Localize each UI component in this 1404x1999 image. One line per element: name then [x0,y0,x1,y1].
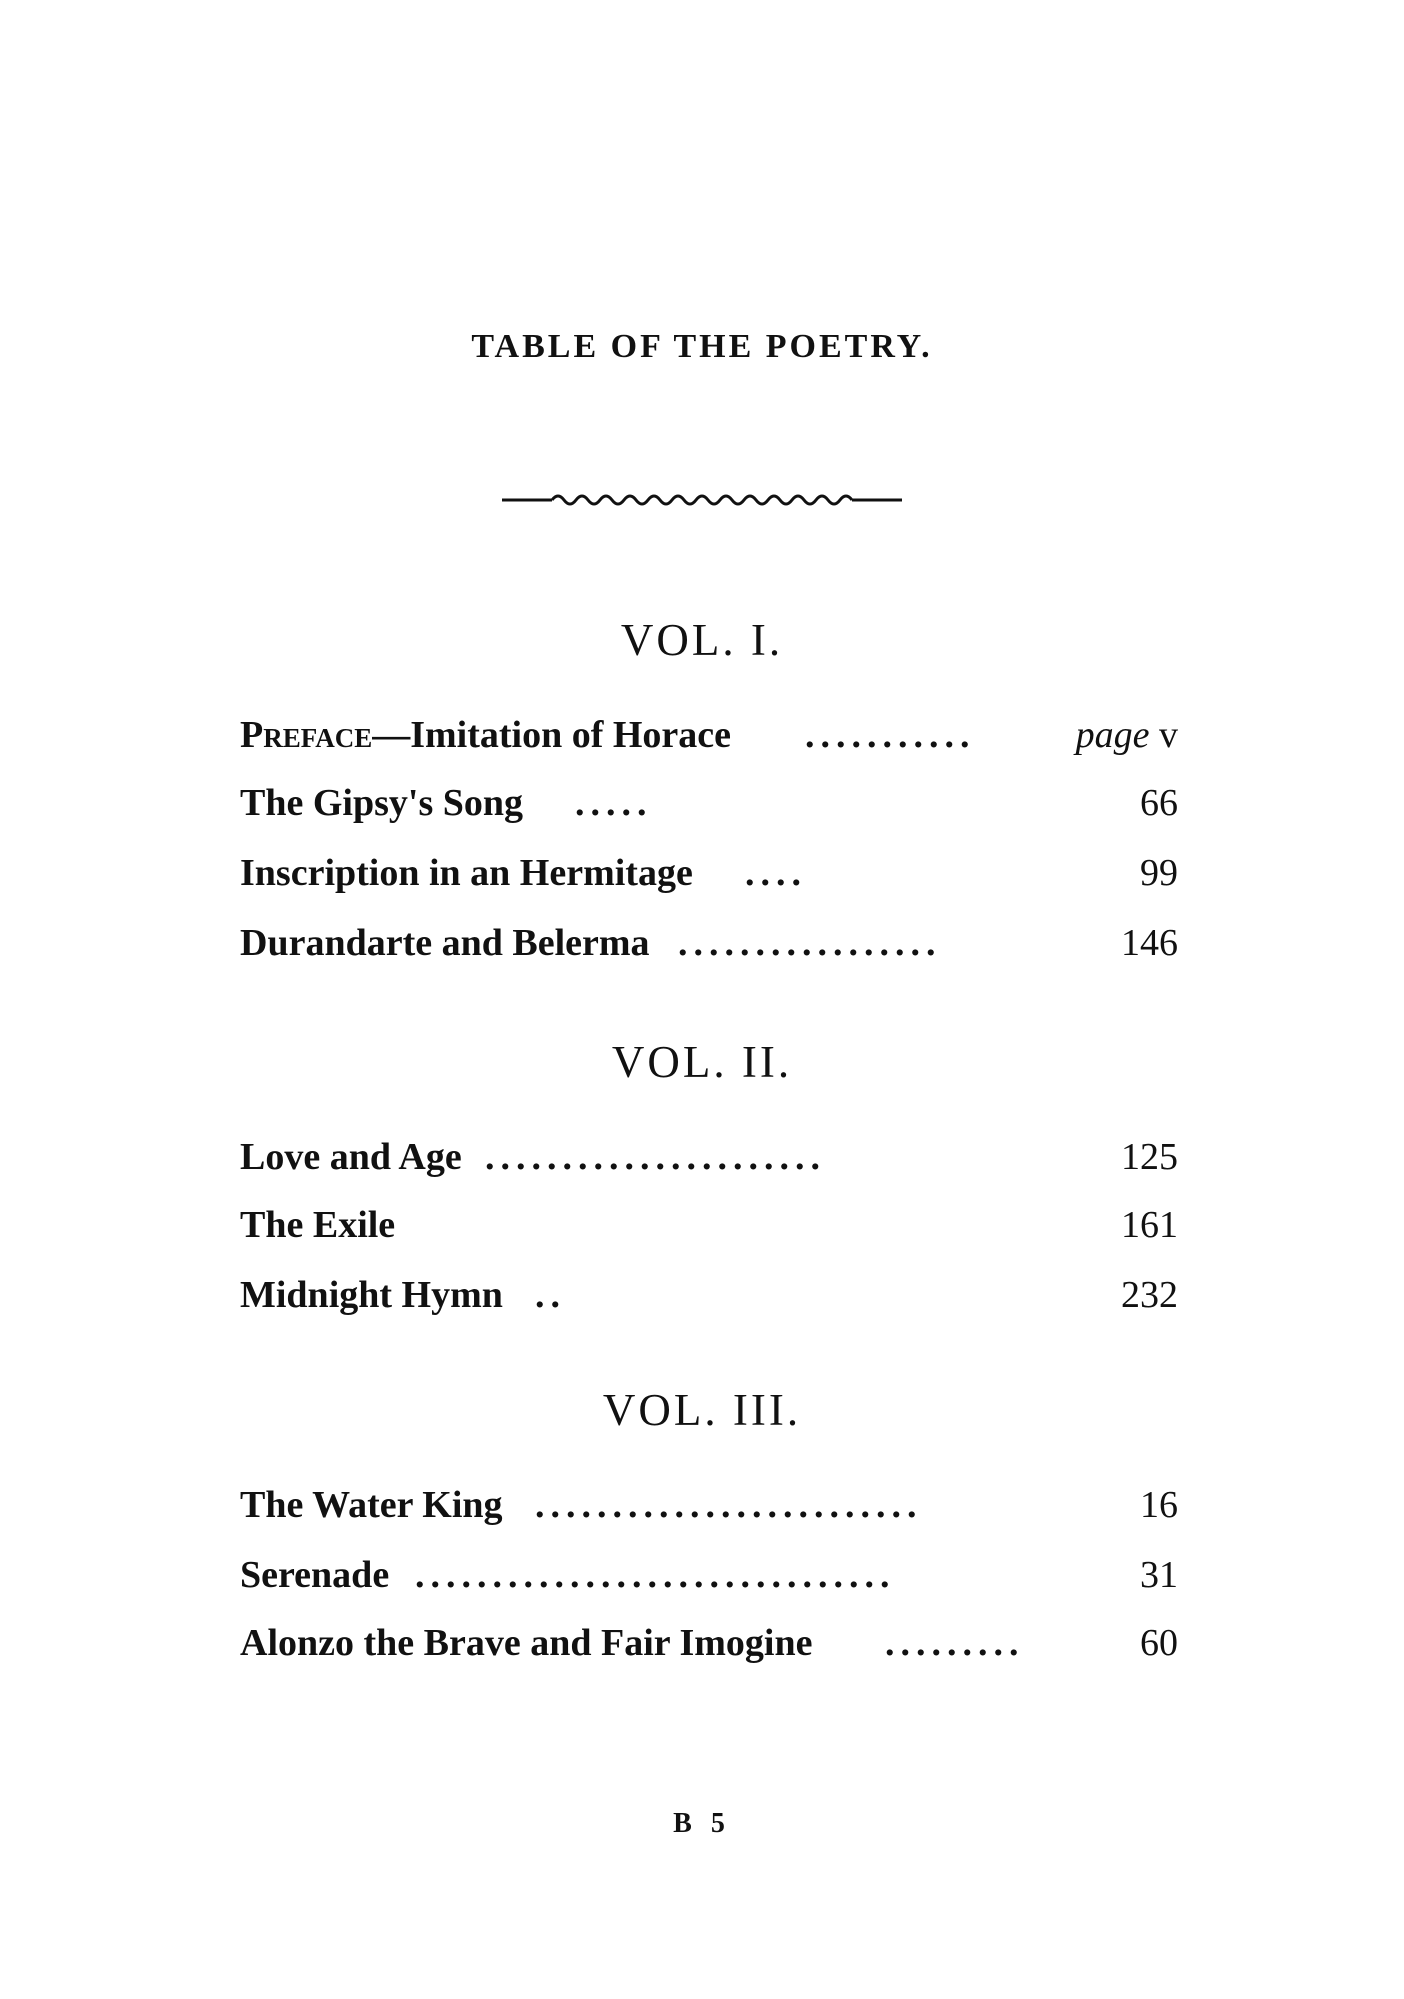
entry-title: Midnight Hymn [240,1274,503,1316]
entry-page: 125 [1121,1136,1178,1178]
leader-dots: ......... [885,1622,1025,1664]
toc-entry[interactable] [240,916,1178,970]
entry-title: Alonzo the Brave and Fair Imogine [240,1622,813,1664]
entry-page: 232 [1121,1274,1178,1316]
toc-entry[interactable] [240,708,1178,762]
entry-title: Preface—Imitation of Horace [240,714,732,756]
toc-entry[interactable] [240,1548,1178,1602]
leader-dots: .. [535,1274,566,1316]
leader-dots: ..... [575,782,653,824]
entry-title: Serenade [240,1554,390,1596]
volume-heading-1: VOL. I. [620,615,784,665]
entry-page: 66 [1140,782,1178,824]
toc-entry[interactable] [240,1198,1178,1252]
leader-dots: ...................... [485,1136,826,1178]
volume-heading-3: VOL. III. [602,1385,802,1435]
entry-page: 99 [1140,852,1178,894]
entry-title: The Exile [240,1204,396,1246]
leader-dots: ............................... [415,1554,896,1596]
toc-entry[interactable] [240,1616,1178,1670]
entry-title: The Gipsy's Song [240,782,523,824]
entry-title: Durandarte and Belerma [240,922,650,964]
toc-entry[interactable] [240,1478,1178,1532]
leader-dots: .... [745,852,807,894]
entry-page: page v [1075,714,1178,756]
volume-heading-2: VOL. II. [611,1037,793,1087]
entry-page: 60 [1140,1622,1178,1664]
entry-page: 31 [1140,1554,1178,1596]
toc-entry[interactable] [240,846,1178,900]
leader-dots: ........... [805,714,976,756]
signature-mark: B 5 [673,1808,731,1839]
entry-title: Love and Age [240,1136,462,1178]
ornament-rule [502,488,902,512]
entry-title: The Water King [240,1484,503,1526]
leader-dots: ................. [678,922,942,964]
toc-entry[interactable] [240,1130,1178,1184]
page-title: TABLE OF THE POETRY. [471,328,933,365]
leader-dots: ......................... [535,1484,923,1526]
toc-entry[interactable] [240,1268,1178,1322]
toc-entry[interactable] [240,776,1178,830]
entry-page: 161 [1121,1204,1178,1246]
entry-page: 146 [1121,922,1178,964]
entry-page: 16 [1140,1484,1178,1526]
entry-title: Inscription in an Hermitage [240,852,693,894]
